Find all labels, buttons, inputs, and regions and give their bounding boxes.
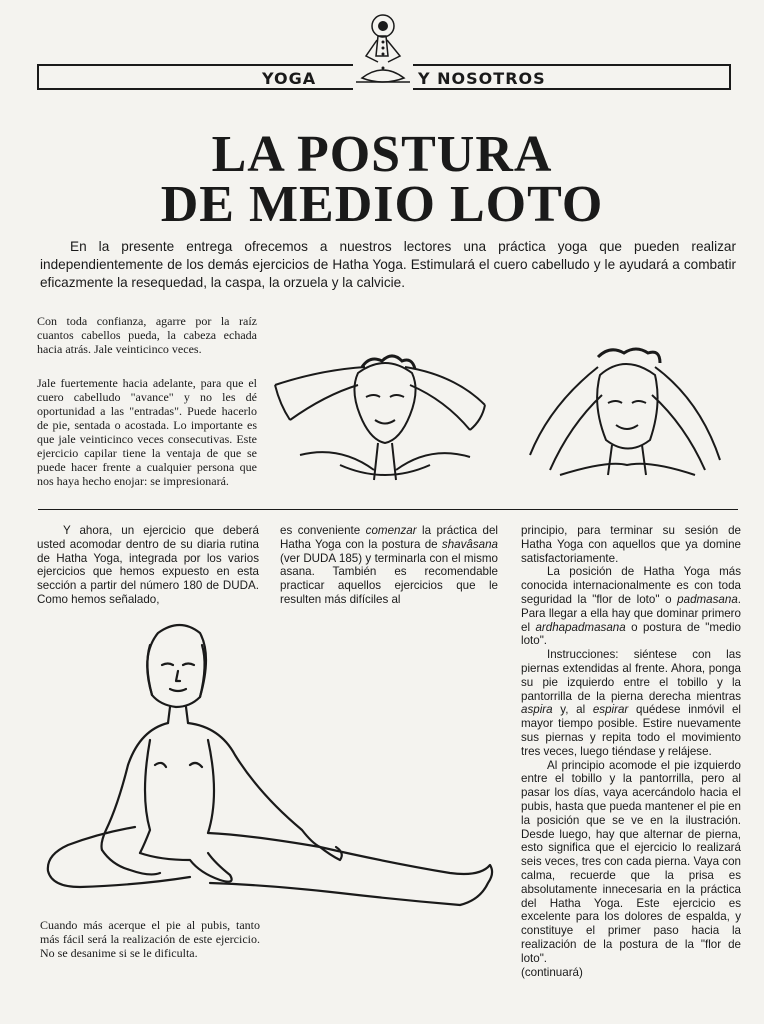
section-divider — [38, 509, 738, 510]
header-word-yoga: YOGA — [262, 69, 317, 88]
meditating-yogi-logo-icon — [348, 12, 418, 92]
column-3-paragraph-3: Instrucciones: siéntese con las piernas extendidas al frente. Ahora, ponga su pie izquierdo entre el tobillo y la pantorrilla de la pierna derecha mientras aspira y, al espirar quédese inmóvil el mayor tiempo posible. Estire nuevamente sus piernas y repita todo el movimiento tres veces, luego tiéndase y relájese. — [521, 648, 741, 758]
column-3 — [521, 524, 741, 979]
column-2 — [280, 524, 498, 607]
caption-hair-pull-back: Con toda confianza, agarre por la raíz cuantos cabellos pueda, la cabeza echada hacia atrás. Jale veinticinco veces. — [37, 314, 257, 356]
header-word-y-nosotros: Y NOSOTROS — [418, 69, 546, 88]
illustration-hair-pull-back — [270, 345, 500, 495]
title-line-1: LA POSTURA — [211, 126, 553, 183]
column-1-paragraph: Y ahora, un ejercicio que deberá usted acomodar dentro de su diaria rutina de Hatha Yoga, integrada por los varios ejercicios que hemos expuesto en esta sección a partir del número 180 de DUDA. Como hemos señalado, — [37, 524, 259, 606]
column-2-paragraph: es conveniente comenzar la práctica del Hatha Yoga con la postura de shavâsana (ver DUDA 185) y terminarla con el mismo asana. También es recomendable practicar aquellos ejercicios que le resulten más difíciles al — [280, 524, 498, 606]
caption-hair-pull-forward: Jale fuertemente hacia adelante, para que el cuero cabelludo "avance" y no les dé oportunidad a las "entradas". Puede hacerlo de pie, sentada o acostada. Lo importante es que jale veinticinco veces consecutivas. Este ejercicio capilar tiene la ventaja de que se puede hacer frente a cualquier persona que nos haya hecho enojar: se impresionará. — [37, 376, 257, 488]
title-line-2: DE MEDIO LOTO — [160, 176, 604, 233]
illustration-half-lotus-pose — [40, 615, 500, 915]
illustration-hair-pull-forward — [520, 345, 735, 495]
column-3-paragraph-1: principio, para terminar su sesión de Hatha Yoga con aquellos que ya domine satisfactoriamente. — [521, 524, 741, 565]
caption-half-lotus: Cuando más acerque el pie al pubis, tanto más fácil será la realización de este ejercicio. No se desanime si se le dificulta. — [40, 918, 260, 960]
continued-note: (continuará) — [521, 965, 583, 979]
column-3-paragraph-2: La posición de Hatha Yoga más conocida internacionalmente es con toda seguridad la "flor de loto" o padmasana. Para llegar a ella hay que dominar primero el ardhapadmasana o postura de "medio loto". — [521, 565, 742, 648]
column-3-paragraph-4: Al principio acomode el pie izquierdo entre el tobillo y la pantorrilla, pero al pasar los días, vaya acercándolo hacia el pubis, hasta que pueda mantener el pie en la posición que se ve en la ilustración. Desde luego, hay que alternar de pierna, esto significa que el ejercicio lo realizará seis veces, tres con cada pierna. Vaya con calma, recuerde que la prisa es absolutamente innecesaria en la práctica del Hatha Yoga. Este ejercicio es excelente para los dolores de espalda, y constituye el primer paso hacia la realización de la postura de la "flor de loto". — [521, 758, 741, 965]
column-1 — [37, 524, 259, 607]
intro-paragraph: En la presente entrega ofrecemos a nuestros lectores una práctica yoga que pueden realizar independientemente de los demás ejercicios de Hatha Yoga. Estimulará el cuero cabelludo y le ayudará a combatir eficazmente la resequedad, la caspa, la orzuela y la calvicie. — [40, 239, 736, 290]
